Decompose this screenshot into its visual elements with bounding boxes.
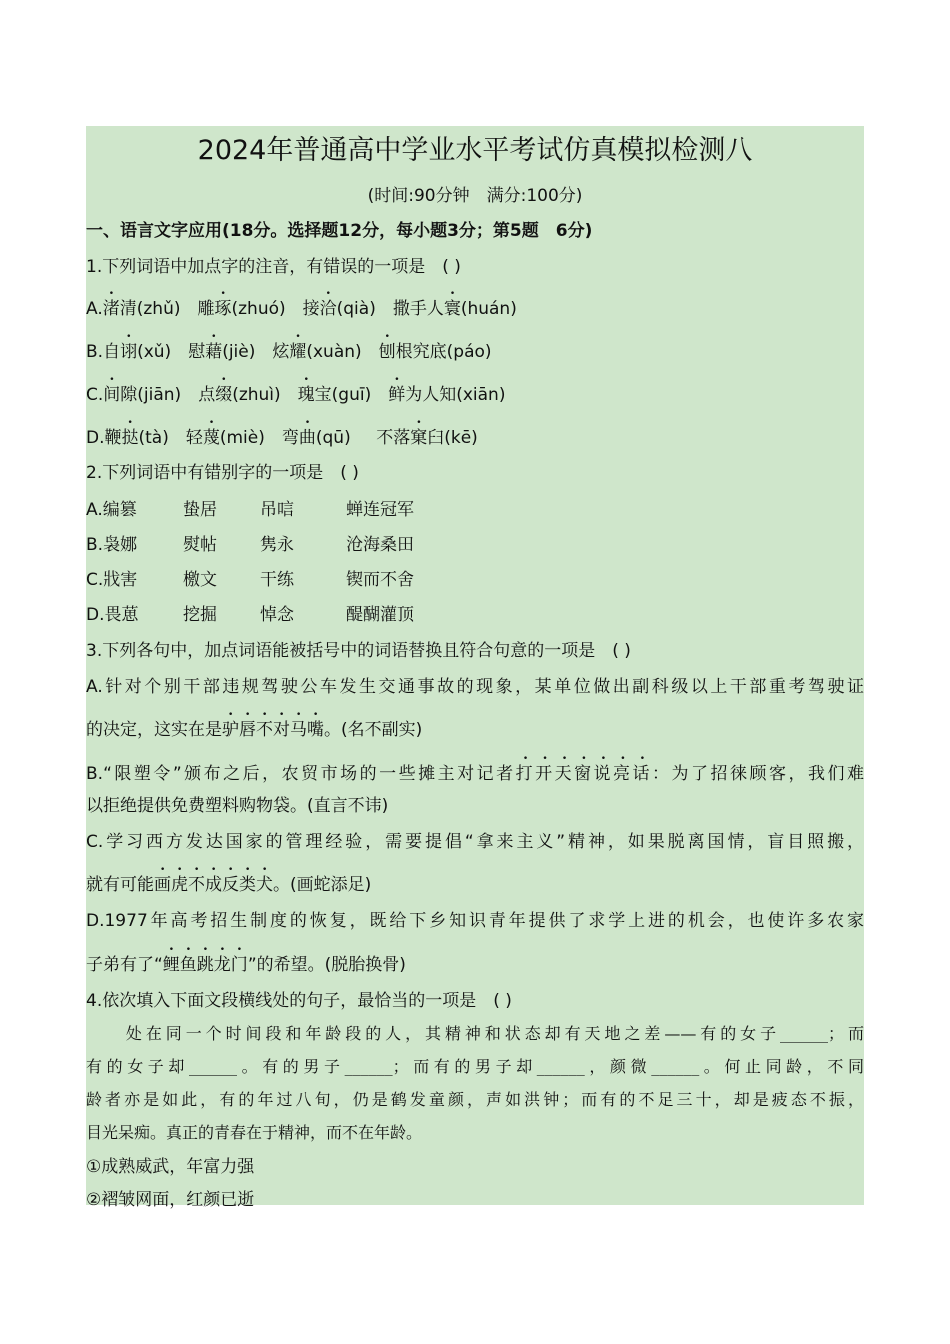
- q1-option-c[interactable]: [86, 375, 505, 405]
- word: 锲而不舍: [346, 570, 414, 590]
- section-heading: 一、语言文字应用(18分。选择题12分，每小题3分；第5题 6分): [86, 221, 593, 241]
- word: 挖掘: [183, 605, 217, 625]
- dotted-phrase: 鲤鱼跳龙门: [162, 955, 248, 975]
- word-part: (xǔ): [137, 342, 172, 362]
- word-part: 撒手人: [392, 299, 444, 319]
- q3-option-b-line2[interactable]: 以拒绝提供免费塑料购物袋。(直言不讳): [86, 796, 389, 816]
- word-part: (zhuó): [231, 299, 286, 319]
- q4-passage-line1: 处在同一个时间段和年龄段的人，其精神和状态却有天地之差——有的女子______；而: [86, 1024, 864, 1043]
- word: 隽永: [260, 535, 294, 555]
- word-part: (qià): [336, 299, 376, 319]
- option-letter: A.: [86, 299, 103, 319]
- word-part: (zhuì): [232, 385, 281, 405]
- word: A.编篡: [86, 500, 137, 520]
- word: C.戕害: [86, 570, 138, 590]
- word: 干练: [260, 570, 294, 590]
- word-part: (jiè): [222, 342, 256, 362]
- word: 醍醐灌顶: [346, 605, 414, 625]
- dotted-char: 诩: [120, 342, 138, 362]
- word-part: (tà): [138, 428, 169, 448]
- exam-info: (时间:90分钟 满分:100分): [367, 186, 583, 206]
- q4-choice-2[interactable]: ②褶皱网面，红颜已逝: [86, 1190, 255, 1210]
- dotted-char: 刨: [378, 342, 396, 362]
- text: B.“限塑令”颁布之后，农贸市场的一些摊主对记者: [86, 764, 516, 784]
- word-part: (miè): [219, 428, 265, 448]
- option-letter: B.: [86, 342, 104, 362]
- q3-stem: 3.下列各句中，加点词语能被括号中的词语替换且符合句意的一项是 ( ): [86, 641, 631, 661]
- word: 悼念: [260, 605, 294, 625]
- word-part: (xuàn): [306, 342, 362, 362]
- dotted-char: 洽: [319, 299, 337, 319]
- dotted-char: 蔑: [202, 428, 220, 448]
- q2-stem: 2.下列词语中有错别字的一项是 ( ): [86, 463, 359, 483]
- dotted-char: 寰: [443, 299, 461, 319]
- q1-option-d[interactable]: [86, 418, 478, 448]
- q4-passage-line2: 有的女子却______。有的男子______；而有的男子却______，颜微______。何止同龄，不同: [86, 1057, 864, 1076]
- dotted-char: 鲜: [388, 385, 406, 405]
- dotted-char: 渚: [102, 299, 120, 319]
- word-part: 自: [103, 342, 121, 362]
- word-part: 点: [198, 385, 216, 405]
- q1-option-a[interactable]: [86, 289, 517, 319]
- dotted-char: 耀: [289, 342, 307, 362]
- q4-stem: 4.依次填入下面文段横线处的句子，最恰当的一项是 ( ): [86, 991, 512, 1011]
- word: 沧海桑田: [346, 535, 414, 555]
- word-part: (qū): [315, 428, 351, 448]
- word-part: 轻: [185, 428, 203, 448]
- text: 的决定，这实在是: [86, 720, 222, 740]
- word-part: 隙(jiān): [120, 385, 182, 405]
- page-title: 2024年普通高中学业水平考试仿真模拟检测八: [197, 135, 753, 166]
- dotted-phrase: 驴唇不对马嘴: [222, 720, 324, 740]
- q1-option-b[interactable]: [86, 332, 492, 362]
- dotted-char: 曲: [298, 428, 316, 448]
- word-part: 不落: [376, 428, 411, 448]
- word: B.袅娜: [86, 535, 138, 555]
- text: 就有可能: [86, 875, 154, 895]
- word-part: 清(zhǔ): [119, 299, 181, 319]
- dotted-phrase: 画虎不成反类犬: [154, 875, 273, 895]
- text: ”的希望。(脱胎换骨): [247, 955, 406, 975]
- q1-stem: 1.下列词语中加点字的注音，有错误的一项是 ( ): [86, 257, 461, 277]
- word-part: 慰: [188, 342, 206, 362]
- q3-option-d-line1[interactable]: D.1977年高考招生制度的恢复，既给下乡知识青年提供了求学上进的机会，也使许多农家: [86, 911, 864, 931]
- word: 檄文: [183, 570, 217, 590]
- word-part: (huán): [460, 299, 517, 319]
- word: 蝉连冠军: [346, 500, 414, 520]
- text: ：为了招徕顾客，我们难: [652, 764, 864, 784]
- dotted-char: 挞: [121, 428, 139, 448]
- word-part: 根究底(páo): [395, 342, 492, 362]
- word-part: 接: [302, 299, 320, 319]
- text: 。(名不副实): [324, 720, 423, 740]
- q3-option-d-line2[interactable]: [86, 945, 406, 975]
- dotted-char: 缀: [215, 385, 233, 405]
- q3-option-a-line1[interactable]: A.针对个别干部违规驾驶公车发生交通事故的现象，某单位做出副科级以上干部重考驾驶证: [86, 677, 864, 697]
- word: 吊唁: [260, 500, 294, 520]
- word-part: 臼(kē): [427, 428, 478, 448]
- dotted-char: 琢: [214, 299, 232, 319]
- word: 熨帖: [183, 535, 217, 555]
- text: 。(画蛇添足): [273, 875, 372, 895]
- word: D.畏葸: [86, 605, 139, 625]
- word-part: 鞭: [104, 428, 122, 448]
- dotted-char: 瑰: [297, 385, 315, 405]
- dotted-phrase: 打开天窗说亮话: [515, 764, 653, 784]
- word-part: 炫: [272, 342, 290, 362]
- word-part: 宝(guī): [314, 385, 372, 405]
- q3-option-c-line1[interactable]: C.学习西方发达国家的管理经验，需要提倡“拿来主义”精神，如果脱离国情，盲目照搬，: [86, 832, 864, 852]
- word-part: 雕: [197, 299, 215, 319]
- q3-option-a-line2[interactable]: [86, 710, 422, 740]
- dotted-char: 藉: [205, 342, 223, 362]
- dotted-char: 间: [103, 385, 121, 405]
- q4-passage-line3: 龄者亦是如此，有的年过八旬，仍是鹤发童颜，声如洪钟；而有的不足三十，却是疲态不振，: [86, 1090, 864, 1109]
- q4-choice-1[interactable]: ①成熟威武，年富力强: [86, 1157, 255, 1177]
- dotted-char: 窠: [410, 428, 428, 448]
- word-part: 为人知(xiān): [405, 385, 506, 405]
- option-letter: C.: [86, 385, 104, 405]
- option-letter: D.: [86, 428, 105, 448]
- word: 蛰居: [183, 500, 217, 520]
- text: 子弟有了“: [86, 955, 163, 975]
- word-part: 弯: [281, 428, 299, 448]
- q3-option-b-line1[interactable]: [86, 754, 864, 784]
- q3-option-c-line2[interactable]: [86, 865, 371, 895]
- q4-passage-line4: 目光呆痴。真正的青春在于精神，而不在年龄。: [86, 1123, 423, 1142]
